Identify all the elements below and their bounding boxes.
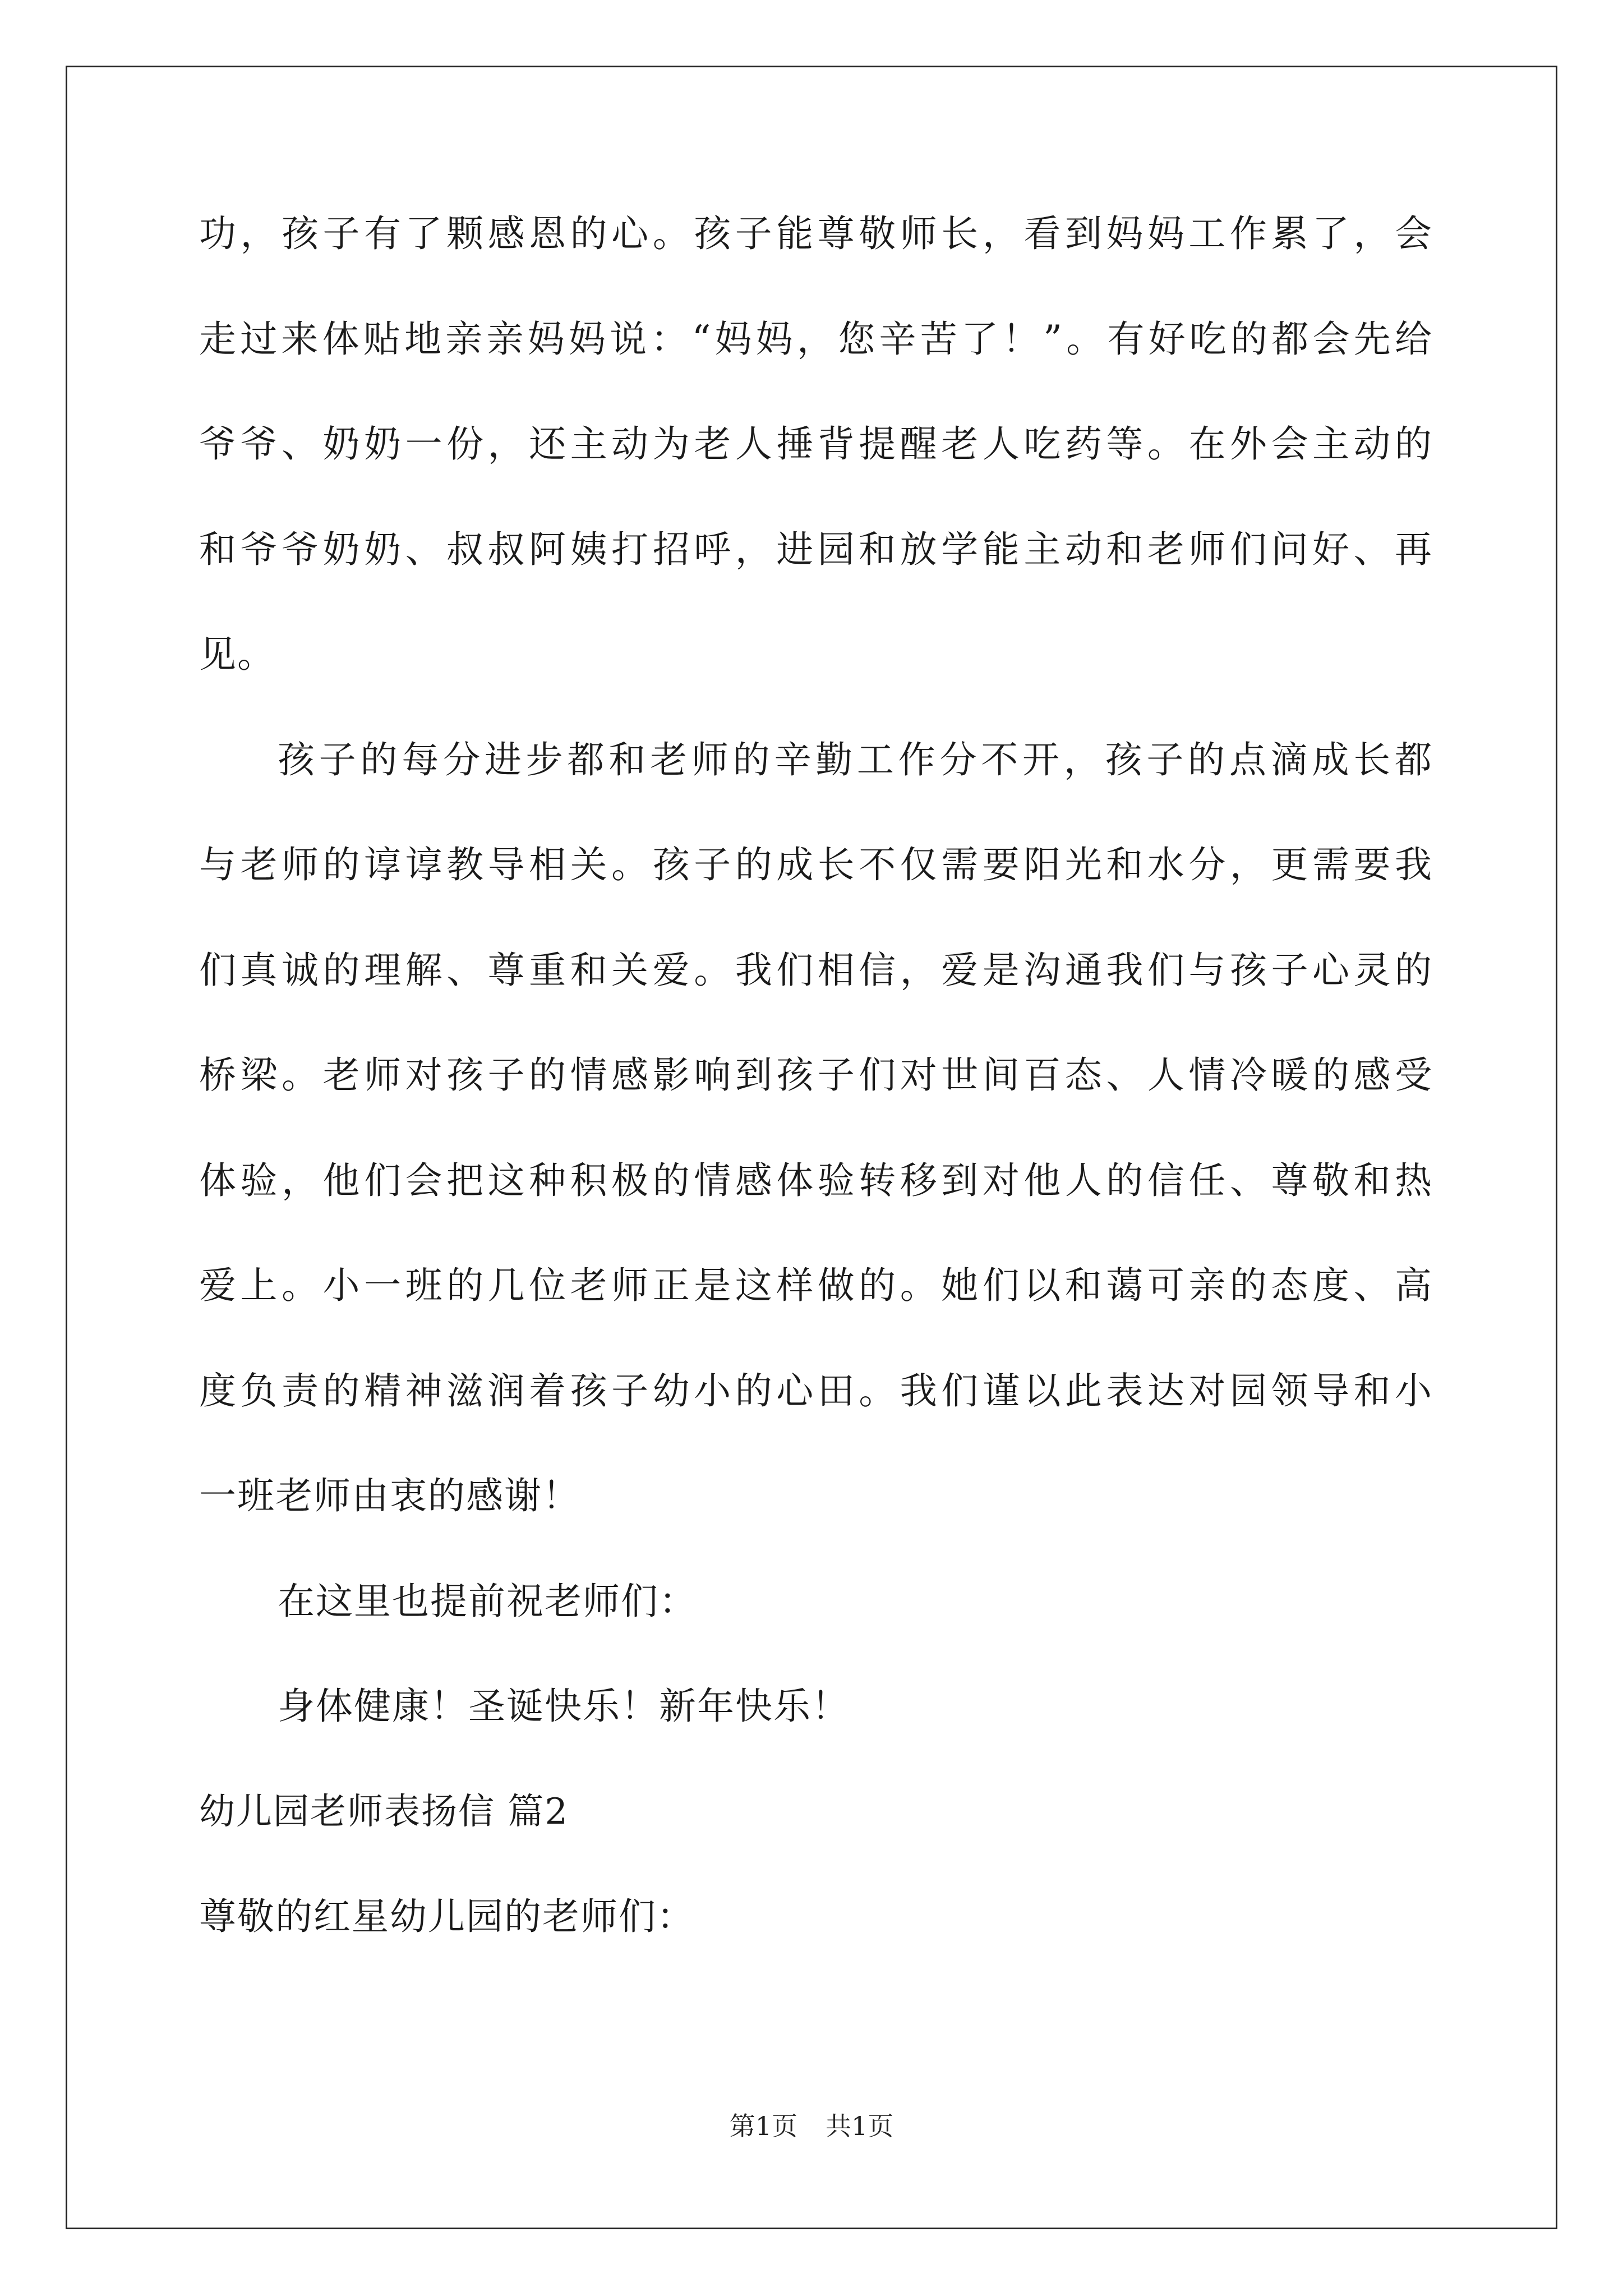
paragraph-line: 和爷爷奶奶、叔叔阿姨打招呼，进园和放学能主动和老师们问好、再 xyxy=(199,527,1433,571)
paragraph-line: 走过来体贴地亲亲妈妈说：“妈妈，您辛苦了！”。有好吃的都会先给 xyxy=(199,317,1433,361)
paragraph-line: 爱上。小一班的几位老师正是这样做的。她们以和蔼可亲的态度、高 xyxy=(199,1264,1433,1307)
paragraph-line: 一班老师由衷的感谢！ xyxy=(199,1474,580,1517)
paragraph-line: 孩子的每分进步都和老师的辛勤工作分不开，孩子的点滴成长都 xyxy=(278,738,1433,781)
page-number-current: 第1页 xyxy=(729,2111,797,2141)
paragraph-line: 见。 xyxy=(199,633,275,676)
paragraph-line: 桥梁。老师对孩子的情感影响到孩子们对世间百态、人情冷暖的感受 xyxy=(199,1053,1433,1097)
salutation: 尊敬的红星幼儿园的老师们： xyxy=(199,1895,695,1938)
page-number-total: 共1页 xyxy=(826,2111,894,2141)
document-body xyxy=(199,208,1433,1996)
section-title: 幼儿园老师表扬信 篇2 xyxy=(199,1791,569,1833)
wish-text: 身体健康！圣诞快乐！新年快乐！ xyxy=(278,1685,850,1728)
paragraph-line: 度负责的精神滋润着孩子幼小的心田。我们谨以此表达对园领导和小 xyxy=(199,1369,1433,1412)
paragraph-line: 功，孩子有了颗感恩的心。孩子能尊敬师长，看到妈妈工作累了，会 xyxy=(199,212,1433,255)
paragraph-line: 体验，他们会把这种积极的情感体验转移到对他人的信任、尊敬和热 xyxy=(199,1158,1433,1202)
wish-intro: 在这里也提前祝老师们： xyxy=(278,1579,697,1623)
paragraph-line: 爷爷、奶奶一份，还主动为老人捶背提醒老人吃药等。在外会主动的 xyxy=(199,422,1433,466)
paragraph-line: 们真诚的理解、尊重和关爱。我们相信，爱是沟通我们与孩子心灵的 xyxy=(199,948,1433,992)
paragraph-line: 与老师的谆谆教导相关。孩子的成长不仅需要阳光和水分，更需要我 xyxy=(199,843,1433,886)
page-footer xyxy=(0,2109,1623,2143)
